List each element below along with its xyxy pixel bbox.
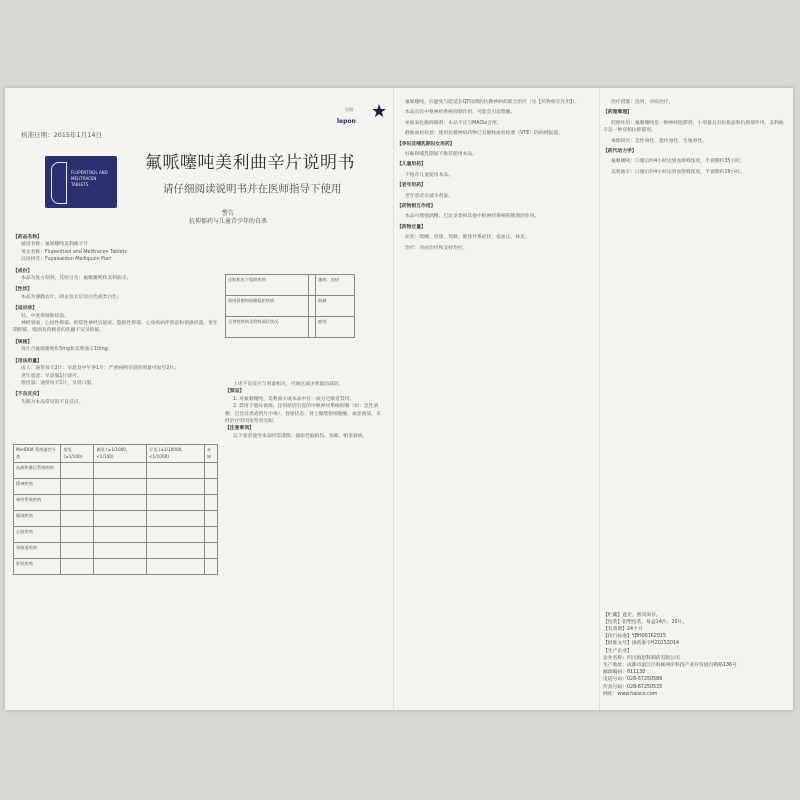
paragraph: 【药代动力学】 — [603, 149, 637, 155]
table-cell — [94, 478, 147, 494]
table-cell — [61, 478, 94, 494]
paragraph: 不推荐儿童使用本品。 — [405, 172, 453, 178]
standard: 【执行标准】YBH00162015 — [603, 634, 667, 640]
column-1 — [13, 96, 388, 702]
section — [13, 305, 218, 335]
phone: 电话号码：028-67250586 — [603, 677, 663, 683]
paragraph: 症状：嗜睡、昏迷、惊厥、锥体外系症状、低血压、休克。 — [405, 235, 530, 241]
paragraph: 老年患者应减少剂量。 — [405, 193, 453, 199]
table-cell: 胃肠道疾病 — [14, 542, 61, 558]
section-text: 成人：通常每天2片：早晨及中午各1片；严重病例早晨的剂量可加至2片。 — [21, 366, 179, 372]
table-header-cell: 罕见 (≥1/10000, <1/1000) — [147, 445, 205, 463]
paragraph: 【药理毒理】 — [603, 110, 632, 116]
main-sections — [13, 230, 218, 406]
storage: 【贮藏】遮光，密闭保存。 — [603, 612, 661, 618]
section-text: 每片含氟哌噻吨0.5mg和美利曲辛10mg。 — [21, 347, 113, 353]
warning-heading: 警告 抗抑郁药与儿童青少年的自杀 — [189, 210, 268, 225]
table-cell: 眼部疾病 — [14, 510, 61, 526]
document-title: 氟哌噻吨美利曲辛片说明书 — [145, 153, 355, 173]
section — [13, 391, 218, 406]
paragraph: 【孕妇及哺乳期妇女用药】 — [397, 141, 455, 147]
logo-mark-icon — [51, 162, 67, 204]
table-cell — [204, 558, 217, 574]
package-image — [45, 156, 117, 208]
address: 生产地址：成都市温江区海峡两岸科技产业开发园百利路136号 — [603, 662, 737, 668]
paragraph: 【药物过量】 — [397, 224, 426, 230]
section-heading: 【适应症】 — [13, 306, 37, 312]
section-text: 失眠为本品常见的不良反应。 — [21, 399, 84, 405]
logo — [333, 102, 388, 132]
contraindications — [225, 381, 385, 440]
section-text: 汉语拼音：Fupaisaidun Meiliquxin Pian — [21, 257, 112, 263]
section — [13, 358, 218, 388]
table-row — [14, 462, 218, 478]
table-header-cell: 常见 (≥1/100) — [61, 445, 94, 463]
company: 企业名称：四川海思科制药有限公司 — [603, 655, 680, 661]
fax: 传真号码：028-67250535 — [603, 684, 663, 690]
paragraph: 【药物相互作用】 — [397, 204, 436, 210]
manufacturer-heading: 【生产企业】 — [603, 648, 632, 654]
product-info — [603, 612, 785, 698]
package: 【包装】铝塑包装，每盒14片、20片。 — [603, 619, 688, 625]
adverse-table-2: 皮肤和皮下组织疾病 瘙痒、皮疹 肌肉骨骼和结缔组织疾病 肌痛 全身性疾病及给药部位状况 疲劳 — [225, 274, 355, 338]
table-cell: 心脏疾病 — [14, 526, 61, 542]
table-cell: 精神疾病 — [14, 478, 61, 494]
paragraph: 2. 禁用于循环衰竭、任何原因引起的中枢神经系统抑制（如：急性酒精、巴比妥类或阿片中毒）、昏迷状态、肾上腺嗜铬细胞瘤、血恶液质、未经治疗的闭角型青光眼。 — [225, 404, 381, 425]
section-text: 神经衰弱、心因性抑郁、抑郁性神经官能症、隐匿性抑郁、心身疾病伴焦虑和情感淡漠、更年期抑郁、嗜酒及药瘾者的焦躁不安及抑郁。 — [13, 321, 218, 334]
section — [13, 286, 218, 301]
table-cell — [61, 526, 94, 542]
paragraph: 本品可增强酒精、巴比妥类和其他中枢神经系统抑制剂的作用。 — [405, 214, 540, 220]
logo-brand: lepon — [337, 118, 356, 125]
table-cell — [204, 478, 217, 494]
paragraph: 单胺氧化酶抑制剂：本品不应与MAOIs合用。 — [405, 120, 502, 126]
paragraph: 妊娠和哺乳期间不推荐使用本品。 — [405, 152, 477, 158]
table-cell — [147, 542, 205, 558]
section-text: 本品为复方制剂，其组分为：氟哌噻吨和美利曲辛。 — [21, 276, 132, 282]
section-text: 维持量：通常每天1片，早晨口服。 — [21, 380, 97, 386]
leaflet-sheet — [5, 88, 793, 710]
paragraph: 本品具有中枢神经系统抑制作用，可能会引起嗜睡。 — [405, 110, 516, 116]
table-cell — [204, 510, 217, 526]
table-cell — [147, 494, 205, 510]
table-row — [14, 478, 218, 494]
table-cell — [94, 510, 147, 526]
table-cell — [147, 510, 205, 526]
paragraph: 药理作用：氟哌噻吨是一种神经阻滞剂，小剂量具有抗焦虑和抗抑郁作用。美利曲辛是一种双相抗抑郁剂。 — [603, 120, 784, 134]
paragraph: 【注意事项】 — [225, 426, 254, 432]
table-cell: 肝胆疾病 — [14, 558, 61, 574]
table-row — [14, 558, 218, 574]
paragraph: 上述不良反应与剂量相关，可通过减少剂量而减轻。 — [233, 382, 344, 387]
paragraph: 美利曲辛：口服后约4小时达到血浆峰浓度，半衰期约19小时。 — [611, 169, 745, 175]
section-heading: 【药品名称】 — [13, 235, 42, 240]
pharmacology-text — [603, 99, 785, 176]
table-cell — [147, 558, 205, 574]
table-cell — [61, 542, 94, 558]
section — [13, 268, 218, 283]
star-icon: ★ — [371, 101, 388, 122]
paragraph: 静脉血栓栓塞：使用抗精神病药物已有静脉血栓栓塞（VTE）的病例报道。 — [405, 131, 563, 137]
table-cell — [94, 542, 147, 558]
table-cell — [94, 494, 147, 510]
table-cell — [61, 462, 94, 478]
package-label: FLUPENTIXOL AND MELITRACEN TABLETS — [71, 170, 108, 187]
column-2 — [397, 96, 594, 702]
section-heading: 【规格】 — [13, 339, 33, 345]
fold-line — [599, 88, 600, 710]
table-cell — [94, 558, 147, 574]
section-heading: 【不良反应】 — [13, 392, 42, 398]
paragraph: 以下患者使用本品时需谨慎：器质性脑损伤、惊厥、帕金森病。 — [233, 433, 368, 439]
section-text: 通用名称：氟哌噻吨美利曲辛片 — [21, 242, 89, 248]
section-heading: 【用法用量】 — [13, 358, 42, 364]
table-cell: 神经系统疾病 — [14, 494, 61, 510]
table-cell — [61, 510, 94, 526]
table-row — [14, 494, 218, 510]
approval-date: 核准日期：2015年1月14日 — [21, 131, 102, 139]
table-header-cell: 偶见 (≥1/1000, <1/100) — [94, 445, 147, 463]
table-row — [14, 526, 218, 542]
table-header-cell: 未知 — [204, 445, 217, 463]
section-heading: 【成份】 — [13, 268, 33, 274]
adverse-table-1 — [13, 444, 218, 575]
paragraph: 1. 对氟哌噻吨、美利曲辛或本品中任一成分过敏者禁用。 — [233, 396, 355, 402]
table-cell — [147, 478, 205, 494]
postcode: 邮政编码：611130 — [603, 670, 646, 676]
table-cell — [204, 542, 217, 558]
paragraph: 毒理研究：急性毒性、遗传毒性、生殖毒性。 — [611, 138, 707, 144]
column-3 — [603, 96, 785, 702]
table-cell — [147, 526, 205, 542]
paragraph: 氟哌噻吨：口服后约4小时达到血浆峰浓度，半衰期约35小时。 — [611, 159, 745, 165]
website: 网址：www.haisco.com — [603, 691, 658, 697]
logo-cn: 乐朋 — [345, 107, 353, 112]
approval-number: 【批准文号】国药准字H20153014 — [603, 641, 679, 647]
paragraph: 治疗措施：洗胃，对症治疗。 — [611, 100, 674, 105]
table-cell — [61, 494, 94, 510]
section — [13, 234, 218, 264]
document-subtitle: 请仔细阅读说明书并在医师指导下使用 — [163, 183, 342, 195]
table-cell — [61, 558, 94, 574]
table-cell — [147, 462, 205, 478]
fold-line — [393, 88, 394, 710]
paragraph: 氟哌噻吨，应避免与能延长QT间期的抗精神病药联合治疗（见【药物相互作用】）。 — [405, 100, 580, 105]
table-cell — [204, 526, 217, 542]
section-text: 本品为薄膜衣片，除去包衣后显白色或类白色。 — [21, 294, 122, 300]
table-cell: 血液和淋巴系统疾病 — [14, 462, 61, 478]
paragraph: 【禁忌】 — [225, 389, 245, 395]
table-row — [14, 542, 218, 558]
table-row — [14, 510, 218, 526]
validity: 【有效期】24个月 — [603, 626, 643, 632]
section-text: 轻、中度抑郁和焦虑。 — [21, 313, 69, 319]
paragraph: 治疗：对症治疗和支持治疗。 — [405, 245, 468, 251]
section — [13, 339, 218, 354]
section-text: 老年患者：早晨服1片即可。 — [21, 373, 82, 379]
table-cell — [94, 526, 147, 542]
section-text: 英文名称：Flupentixol and Melitracen Tablets — [21, 249, 127, 255]
paragraph: 【儿童用药】 — [397, 162, 426, 168]
paragraph: 【老年用药】 — [397, 183, 426, 189]
table-cell — [94, 462, 147, 478]
table-cell — [204, 494, 217, 510]
table-header-cell: MedDRA 系统器官分类 — [14, 445, 61, 463]
table-cell — [204, 462, 217, 478]
section-heading: 【性状】 — [13, 287, 33, 293]
